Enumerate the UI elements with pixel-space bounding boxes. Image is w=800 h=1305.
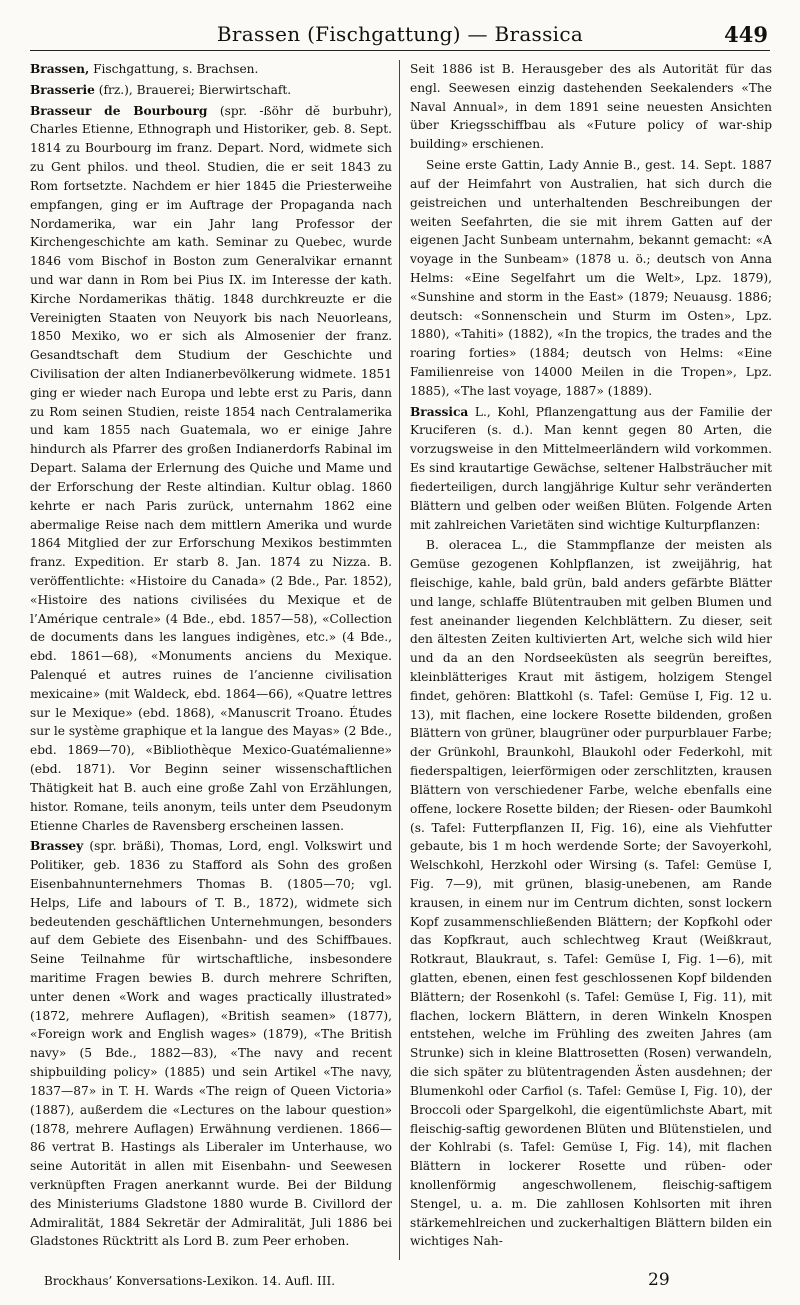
entry-text: L., Kohl, Pflanzengattung aus der Familie der Kruciferen (s. d.). Man kennt gegen 80 Arten, die vorzugsweise in den Mittelmeerländern wild vorkommen. Es sind krautartige Gewächse, seltener Halbsträucher mit fiederteiligen, durch langjährige Kultur sehr veränderten Blättern und gelben oder weißen Blüten. Folgende Arten mit zahlreichen Varietäten sind wichtige Kulturpflanzen:: [410, 404, 772, 532]
entry-brassica: [410, 403, 772, 535]
entry-text: Seine erste Gattin, Lady Annie B., gest. 14. Sept. 1887 auf der Heimfahrt von Australien, hat sich durch die geistreichen und unterhaltenden Beschreibungen der weiten Seefahrten, die sie mit ihrem Gatten auf der eigenen Jacht Sunbeam unternahm, bekannt gemacht: «A voyage in the Sunbeam» (1878 u. ö.; deutsch von Anna Helms: «Eine Segelfahrt um die Welt», Lpz. 1879), «Sunshine and storm in the East» (1879; Neuausg. 1886; deutsch: «Sonnenschein und Sturm im Osten», Lpz. 1880), «Tahiti» (1882), «In the tropics, the trades and the roaring forties» (1884; deutsch von Helms: «Eine Familienreise von 14000 Meilen in die Tropen», Lpz. 1885), «The last voyage, 1887» (1889).: [410, 158, 772, 398]
running-header: [30, 18, 770, 51]
sheet-signature: 29: [648, 1270, 670, 1290]
entry-brassey-continued: [410, 60, 772, 154]
entry-text: Fischgattung, s. Brachsen.: [89, 62, 259, 76]
entry-brasseur-de-bourbourg: [30, 102, 392, 836]
entry-headword: Brassica: [410, 404, 469, 419]
entry-text: (spr. bräßi), Thomas, Lord, engl. Volkswirt und Politiker, geb. 1836 zu Stafford als Sohn des großen Eisenbahnunternehmers Thomas B. (1805—70; vgl. Helps, Life and labours of T. B., 1872), widmete sich bedeutenden geschäftlichen Unternehmungen, besonders auf dem Gebiete des Eisenbahn- und des Schiffbaues. Seine Teilnahme für wirtschaftliche, insbesondere maritime Fragen bewies B. durch mehrere Schriften, unter denen «Work and wages practically illustrated» (1872, mehrere Auflagen), «British seamen» (1877), «Foreign work and English wages» (1879), «The British navy» (5 Bde., 1882—83), «The navy and recent shipbuilding policy» (1885) und sein Artikel «The navy, 1837—87» in T. H. Wards «The reign of Queen Victoria» (1887), außerdem die «Lectures on the labour question» (1878, mehrere Auflagen) Erwähnung verdienen. 1866—86 vertrat B. Hastings als Liberaler im Unterhause, wo seine Autorität in allen mit Eisenbahn- und Seewesen verknüpften Fragen anerkannt wurde. Bei der Bildung des Ministeriums Gladstone 1880 wurde B. Civillord der Admiralität, 1884 Sekretär der Admiralität, Juli 1886 bei Gladstones Rücktritt als Lord B. zum Peer erhoben.: [30, 839, 392, 1249]
entry-text: B. oleracea L., die Stammpflanze der meisten als Gemüse gezogenen Kohlpflanzen, ist zweijährig, hat fleischige, kahle, bald grün, bald anders gefärbte Blätter und lange, schlaffe Blütentrauben mit gelben Blumen und fest aneinander liegenden Kelchblättern. Zu dieser, seit den ältesten Zeiten kultivierten Art, welche sich wild hier und da an den Nordseeküsten als seegrün bereiftes, kleinblätteriges Kraut mit ästigem, holzigem Stengel findet, gehören: Blattkohl (s. Tafel: Gemüse I, Fig. 12 u. 13), mit flachen, eine lockere Rosette bildenden, großen Blättern von grüner, blaugrüner oder purpurblauer Farbe; der Grünkohl, Braunkohl, Blaukohl oder Federkohl, mit fiederspaltigen, leierförmigen oder zerschlitzten, krausen Blättern von verschiedener Farbe, welche ebenfalls eine offene, lockere Rosette bilden; der Riesen- oder Baumkohl (s. Tafel: Futterpflanzen II, Fig. 16), eine als Viehfutter gebaute, bis 1 m hoch werdende Sorte; der Savoyerkohl, Welschkohl, Herzkohl oder Wirsing (s. Tafel: Gemüse I, Fig. 7—9), mit grünen, blasig-unebenen, am Rande krausen, in einem nur im Centrum dichten, sonst lockern Kopf zusammenschließenden Blättern; der Kopfkohl oder das Kopfkraut, auch schlechtweg Kraut (Weißkraut, Rotkraut, Blaukraut, s. Tafel: Gemüse I, Fig. 1—6), mit glatten, ebenen, einen fest geschlossenen Kopf bildenden Blättern; der Rosenkohl (s. Tafel: Gemüse I, Fig. 11), mit flachen, lockern Blättern, in deren Winkeln Knospen entstehen, welche im Frühling des zweiten Jahres (am Strunke) sich in kleine Blattrosetten (Rosen) verwandeln, die sich später zu blütentragenden Ästen ausdehnen; der Blumenkohl oder Carfiol (s. Tafel: Gemüse I, Fig. 10), der Broccoli oder Spargelkohl, die eigentümlichste Abart, mit fleischig-saftig gewordenen Blüten und Blütenstielen, und der Kohlrabi (s. Tafel: Gemüse I, Fig. 14), mit flachen Blättern in lockerer Rosette und rüben- oder knollenförmig angeschwollenem, fleischig-saftigem Stengel, u. a. m. Die zahllosen Kohlsorten mit ihren stärkemehlreichen und zuckerhaltigen Blättern bilden ein wichtiges Nah-: [410, 538, 772, 1249]
page-footer: [30, 1272, 770, 1294]
left-column: [30, 60, 392, 1265]
entry-headword: Brasserie: [30, 82, 95, 97]
entry-brasserie: [30, 81, 392, 100]
entry-headword: Brassey: [30, 839, 84, 854]
entry-brassica-oleracea: [410, 536, 772, 1251]
text-columns: [30, 60, 772, 1265]
running-title: Brassen (Fischgattung) — Brassica: [216, 22, 584, 46]
entry-text: (spr. -ßöhr dĕ burbuhr), Charles Etienne, Ethnograph und Historiker, geb. 8. Sept. 1814 zu Bourbourg im franz. Depart. Nord, widmete sich zu Gent philos. und theol. Studien, die er seit 1843 zu Rom fortsetzte. Nachdem er hier 1845 die Priesterweihe empfangen, ging er im Auftrage der Propaganda nach Nordamerika, war ein Jahr lang Professor der Kirchengeschichte am kath. Seminar zu Quebec, wurde 1846 vom Bischof in Boston zum Generalvikar ernannt und war dann in Rom bei Pius IX. im Interesse der kath. Kirche Nordamerikas thätig. 1848 durchkreuzte er die Vereinigten Staaten von Neuyork bis nach Neuorleans, 1850 Mexiko, wo er sich als Almosenier der franz. Gesandtschaft dem Studium der Geschichte und Civilisation der alten Indianerbevölkerung widmete. 1851 ging er wieder nach Europa und lebte erst zu Paris, dann zu Rom seinen Studien, reiste 1854 nach Centralamerika und kam 1855 nach Guatemala, wo er einige Jahre hindurch als Pfarrer des großen Indianerdorfs Rabinal im Depart. Salama der Erlernung des Quiche und Mame und der Erforschung der Reste altindian. Kultur oblag. 1860 kehrte er nach Paris zurück, unternahm 1862 eine abermalige Reise nach dem mittlern Amerika und wurde 1864 Mitglied der zur Erforschung Mexikos bestimmten franz. Expedition. Er starb 8. Jan. 1874 zu Nizza. B. veröffentlichte: «Histoire du Canada» (2 Bde., Par. 1852), «Histoire des nations civilisées du Mexique et de l’Amérique centrale» (4 Bde., ebd. 1857—58), «Collection de documents dans les langues indigènes, etc.» (4 Bde., ebd. 1861—68), «Monuments anciens du Mexique. Palenqué et autres ruines de l’ancienne civilisation mexicaine» (mit Waldeck, ebd. 1864—66), «Quatre lettres sur le Mexique» (ebd. 1868), «Manuscrit Troano. Études sur le système graphique et la langue des Mayas» (2 Bde., ebd. 1869—70), «Bibliothèque Mexico-Guatémalienne» (ebd. 1871). Vor Beginn seiner wissenschaftlichen Thätigkeit hat B. auch eine große Zahl von Erzählungen, histor. Romane, teils anonym, teils unter dem Pseudonym Etienne Charles de Ravensberg erscheinen lassen.: [30, 103, 392, 833]
page-number: 449: [724, 21, 768, 47]
entry-brassey: [30, 837, 392, 1251]
entry-brassen: [30, 60, 392, 79]
imprint-line: Brockhaus’ Konversations-Lexikon. 14. Aufl. III.: [44, 1274, 336, 1288]
entry-text: Seit 1886 ist B. Herausgeber des als Autorität für das engl. Seewesen einzig dastehenden Seekalenders «The Naval Annual», in dem 1891 seine neuesten Ansichten über Kriegsschiffbau als «Future policy of war-ship building» erschienen.: [410, 62, 772, 152]
column-divider: [399, 60, 400, 1260]
right-column: [410, 60, 772, 1265]
entry-lady-annie-brassey: [410, 156, 772, 401]
entry-text: (frz.), Brauerei; Bierwirtschaft.: [94, 82, 292, 97]
entry-headword: Brassen,: [30, 62, 90, 76]
entry-headword: Brasseur de Bourbourg: [30, 103, 208, 118]
